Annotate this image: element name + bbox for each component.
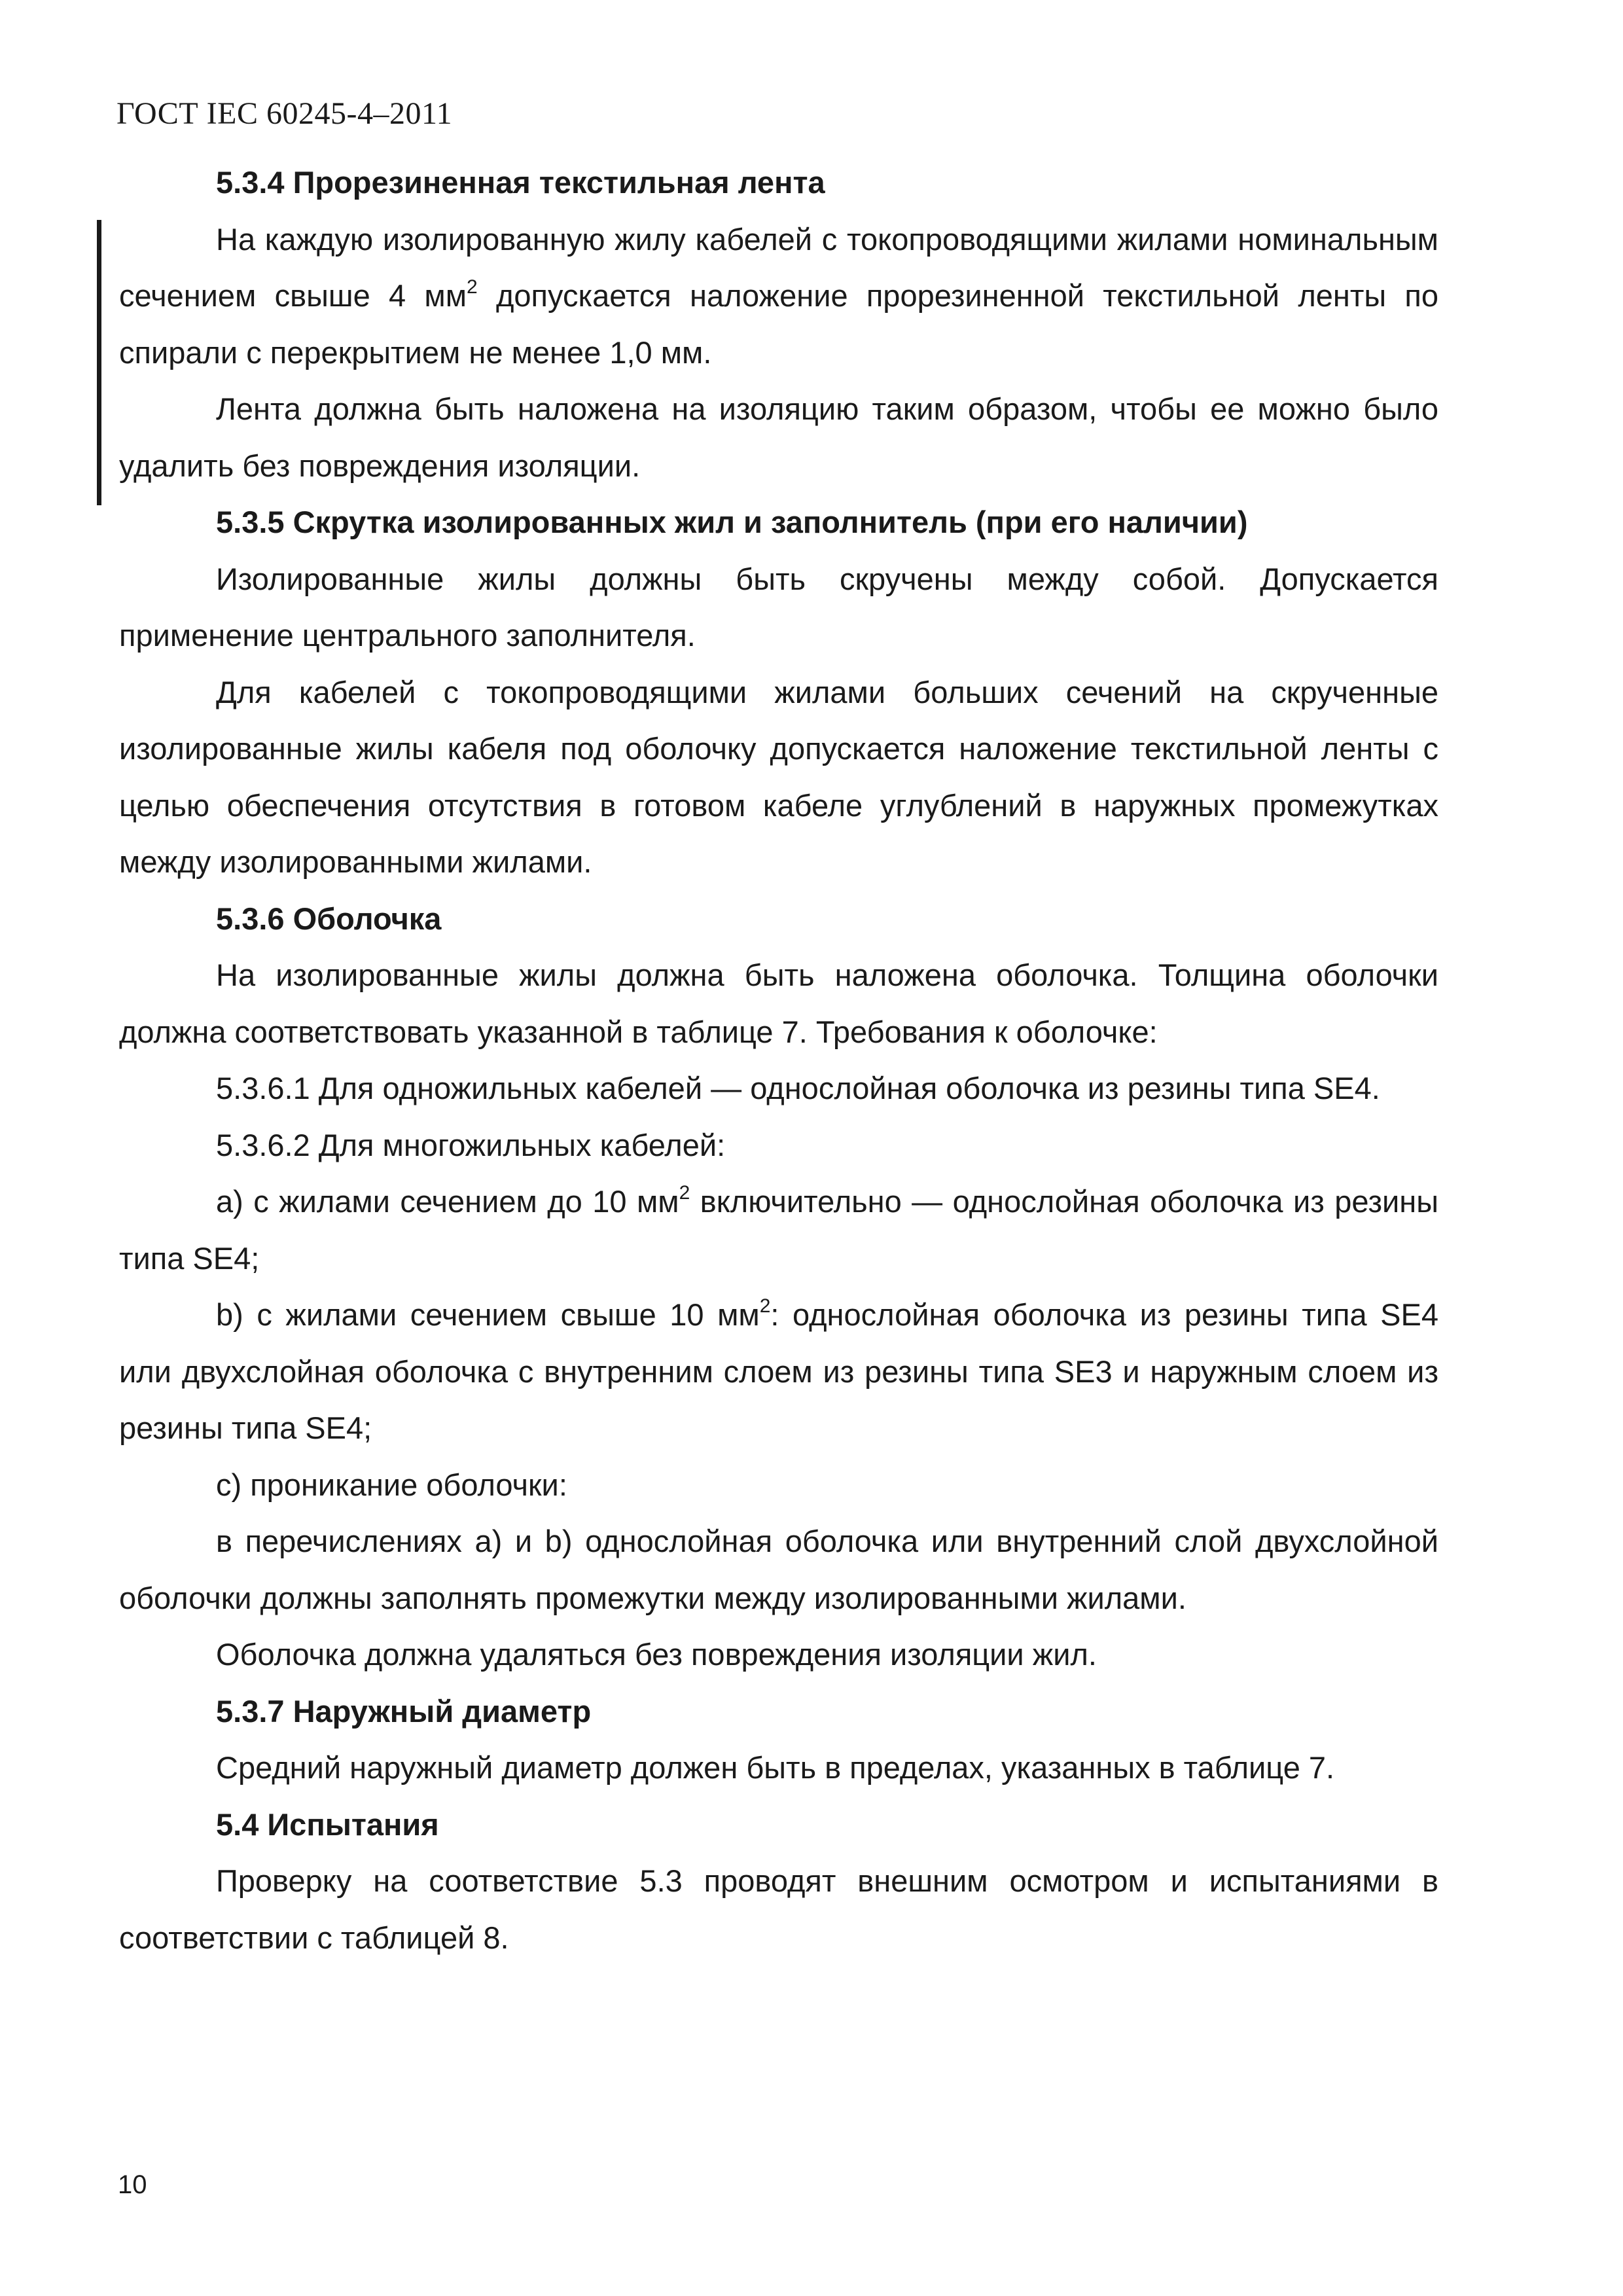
change-bar: [97, 220, 101, 505]
paragraph-text: a) с жилами сечением до 10 мм: [216, 1184, 679, 1219]
paragraph-text: допускается наложение прорезиненной текстильной ленты по спирали с перекрытием не менее 1,0 мм.: [119, 278, 1439, 370]
section-5-3-6-paragraph-1: На изолированные жилы должна быть наложена оболочка. Толщина оболочки должна соответствовать указанной в таблице 7. Требования к оболочке:: [119, 958, 1438, 1049]
section-5-3-4-heading: 5.3.4 Прорезиненная текстильная лента: [216, 165, 825, 200]
section-5-3-6-1-paragraph: 5.3.6.1 Для одножильных кабелей — однослойная оболочка из резины типа SE4.: [216, 1071, 1380, 1105]
list-item-c: c) проникание оболочки:: [216, 1467, 567, 1502]
superscript: 2: [679, 1182, 690, 1204]
section-5-3-4-paragraph-1: [119, 211, 1438, 382]
superscript: 2: [759, 1295, 771, 1317]
list-item-a: [119, 1174, 1438, 1287]
paragraph-text: На каждую изолированную жилу кабелей с токопроводящими жилами номинальным сечением свыше 4 мм: [119, 221, 1438, 313]
paragraph-text: : однослойная оболочка из резины типа SE4 или двухслойная оболочка с внутренним слоем из резины типа SE3 и наружным слоем из резины типа SE4;: [119, 1297, 1438, 1445]
paragraph-text: b) с жилами сечением свыше 10 мм: [216, 1297, 760, 1332]
paragraph-text: включительно — однослойная оболочка из резины типа SE4;: [119, 1184, 1438, 1276]
list-item-b: [119, 1287, 1438, 1457]
section-5-3-7-heading: 5.3.7 Наружный диаметр: [216, 1693, 592, 1729]
document-body: [119, 154, 1438, 1966]
section-5-3-7-paragraph: Средний наружный диаметр должен быть в пределах, указанных в таблице 7.: [216, 1750, 1335, 1785]
section-5-3-4-paragraph-2: Лента должна быть наложена на изоляцию таким образом, чтобы ее можно было удалить без повреждения изоляции.: [119, 391, 1438, 483]
superscript: 2: [467, 276, 478, 298]
section-5-3-6-heading: 5.3.6 Оболочка: [216, 901, 442, 936]
section-5-3-5-paragraph-1: Изолированные жилы должны быть скручены между собой. Допускается применение центрального заполнителя.: [119, 561, 1438, 653]
section-5-3-5-heading: 5.3.5 Скрутка изолированных жил и заполнитель (при его наличии): [216, 505, 1248, 539]
section-5-3-6-2-paragraph: 5.3.6.2 Для многожильных кабелей:: [216, 1127, 726, 1162]
document-code-header: ГОСТ IEC 60245-4–2011: [116, 96, 453, 131]
list-item-c-text: в перечислениях a) и b) однослойная оболочка или внутренний слой двухслойной оболочки должны заполнять промежутки между изолированными жилами.: [119, 1524, 1438, 1615]
section-5-3-5-paragraph-2: Для кабелей с токопроводящими жилами больших сечений на скрученные изолированные жилы кабеля под оболочку допускается наложение текстильной ленты с целью обеспечения отсутствия в готовом кабеле углублений в наружных промежутках между изолированными жилами.: [119, 674, 1438, 879]
section-5-3-6-last-paragraph: Оболочка должна удаляться без повреждения изоляции жил.: [216, 1637, 1097, 1672]
section-5-4-paragraph: Проверку на соответствие 5.3 проводят внешним осмотром и испытаниями в соответствии с таблицей 8.: [119, 1863, 1438, 1955]
page-number: 10: [118, 2170, 147, 2199]
section-5-4-heading: 5.4 Испытания: [216, 1806, 439, 1842]
